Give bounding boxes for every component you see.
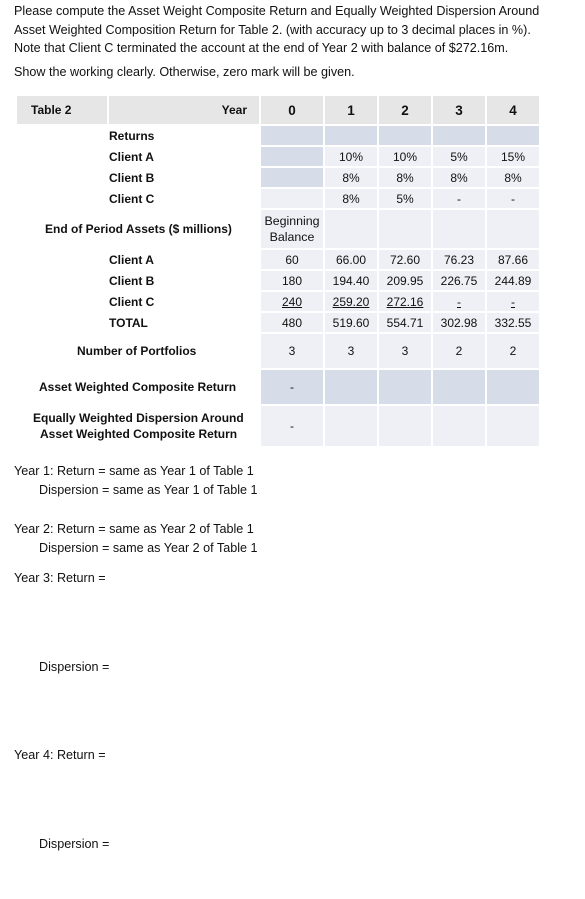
table-cell: 87.66 xyxy=(487,250,539,269)
table-cell: 8% xyxy=(325,168,377,187)
table-cell: 259.20 xyxy=(325,292,377,311)
table-cell: 15% xyxy=(487,147,539,166)
table-title: Table 2 xyxy=(17,96,107,124)
table-cell: 302.98 xyxy=(433,313,485,332)
table-cell: 60 xyxy=(261,250,323,269)
year-3-header: 3 xyxy=(433,96,485,124)
year-3-return: Year 3: Return = xyxy=(14,571,106,585)
answer-cell[interactable] xyxy=(325,406,377,446)
table-row xyxy=(17,147,539,166)
table-cell: 194.40 xyxy=(325,271,377,290)
dispersion-row xyxy=(17,406,539,446)
intro-line-2: Asset Weighted Composition Return for Table 2. (with accuracy up to 3 decimal places in %). xyxy=(14,22,531,37)
row-label: Client B xyxy=(109,273,155,288)
table-cell: - xyxy=(487,189,539,208)
instruction-text: Show the working clearly. Otherwise, zero mark will be given. xyxy=(14,65,355,79)
portfolios-label: Number of Portfolios xyxy=(77,344,197,358)
table-cell: - xyxy=(261,406,323,446)
composite-return-row xyxy=(17,370,539,404)
table-cell: 66.00 xyxy=(325,250,377,269)
table-2 xyxy=(15,94,541,448)
year-0-header: 0 xyxy=(261,96,323,124)
beginning-balance-label: Beginning Balance xyxy=(261,210,323,248)
table-cell: 5% xyxy=(433,147,485,166)
table-cell: - xyxy=(433,189,485,208)
answer-cell[interactable] xyxy=(487,370,539,404)
answer-cell[interactable] xyxy=(433,370,485,404)
table-cell: - xyxy=(487,292,539,311)
table-cell: 76.23 xyxy=(433,250,485,269)
year-2-dispersion: Dispersion = same as Year 2 of Table 1 xyxy=(39,541,258,555)
answer-cell[interactable] xyxy=(379,406,431,446)
table-row xyxy=(17,271,539,290)
year-2-header: 2 xyxy=(379,96,431,124)
table-cell: 3 xyxy=(261,334,323,368)
table-cell: 180 xyxy=(261,271,323,290)
table-cell: 554.71 xyxy=(379,313,431,332)
assets-label: End of Period Assets ($ millions) xyxy=(45,222,232,236)
table-cell: 519.60 xyxy=(325,313,377,332)
table-cell: 2 xyxy=(433,334,485,368)
answer-cell[interactable] xyxy=(379,370,431,404)
table-cell: 8% xyxy=(325,189,377,208)
table-cell: 272.16 xyxy=(379,292,431,311)
table-row xyxy=(17,168,539,187)
table-cell: 8% xyxy=(379,168,431,187)
table-cell: 240 xyxy=(261,292,323,311)
table-cell: 5% xyxy=(379,189,431,208)
row-label: Client C xyxy=(109,294,155,309)
table-cell: 10% xyxy=(325,147,377,166)
row-label: Client C xyxy=(109,191,155,206)
year-4-return: Year 4: Return = xyxy=(14,748,106,762)
year-1-header: 1 xyxy=(325,96,377,124)
year-label: Year xyxy=(109,96,259,124)
answer-cell[interactable] xyxy=(325,370,377,404)
table-cell: 3 xyxy=(325,334,377,368)
table-cell: 3 xyxy=(379,334,431,368)
table-cell: 209.95 xyxy=(379,271,431,290)
table-row xyxy=(17,292,539,311)
table-cell: 480 xyxy=(261,313,323,332)
portfolios-row xyxy=(17,334,539,368)
table-cell: - xyxy=(433,292,485,311)
table-cell: 226.75 xyxy=(433,271,485,290)
year-4-dispersion: Dispersion = xyxy=(39,837,110,851)
year-2-return: Year 2: Return = same as Year 2 of Table 1 xyxy=(14,522,254,536)
year-1-return: Year 1: Return = same as Year 1 of Table 1 xyxy=(14,464,254,478)
returns-heading-row xyxy=(17,126,539,145)
table-row xyxy=(17,250,539,269)
assets-heading-row xyxy=(17,210,539,248)
table-cell: 2 xyxy=(487,334,539,368)
table-cell: 10% xyxy=(379,147,431,166)
row-label: Client A xyxy=(109,252,154,267)
row-label: Client A xyxy=(109,149,154,164)
intro-line-1: Please compute the Asset Weight Composite Return and Equally Weighted Dispersion Around xyxy=(14,4,540,18)
answer-cell[interactable] xyxy=(433,406,485,446)
table-row-total xyxy=(17,313,539,332)
answer-cell[interactable] xyxy=(487,406,539,446)
table-cell: 8% xyxy=(487,168,539,187)
table-cell: 8% xyxy=(433,168,485,187)
problem-statement xyxy=(14,2,574,58)
year-4-header: 4 xyxy=(487,96,539,124)
header-row xyxy=(17,96,539,124)
row-label: TOTAL xyxy=(109,315,148,330)
table-cell: 244.89 xyxy=(487,271,539,290)
row-label: Client B xyxy=(109,170,155,185)
table-cell: 332.55 xyxy=(487,313,539,332)
table-cell: 72.60 xyxy=(379,250,431,269)
year-1-dispersion: Dispersion = same as Year 1 of Table 1 xyxy=(39,483,258,497)
returns-label: Returns xyxy=(109,128,155,143)
table-row xyxy=(17,189,539,208)
intro-line-3: Note that Client C terminated the account at the end of Year 2 with balance of $272.16m. xyxy=(14,41,509,55)
year-3-dispersion: Dispersion = xyxy=(39,660,110,674)
table-cell: - xyxy=(261,370,323,404)
dispersion-label: Equally Weighted Dispersion Around Asset Weighted Composite Return xyxy=(33,411,244,441)
composite-return-label: Asset Weighted Composite Return xyxy=(39,380,237,394)
